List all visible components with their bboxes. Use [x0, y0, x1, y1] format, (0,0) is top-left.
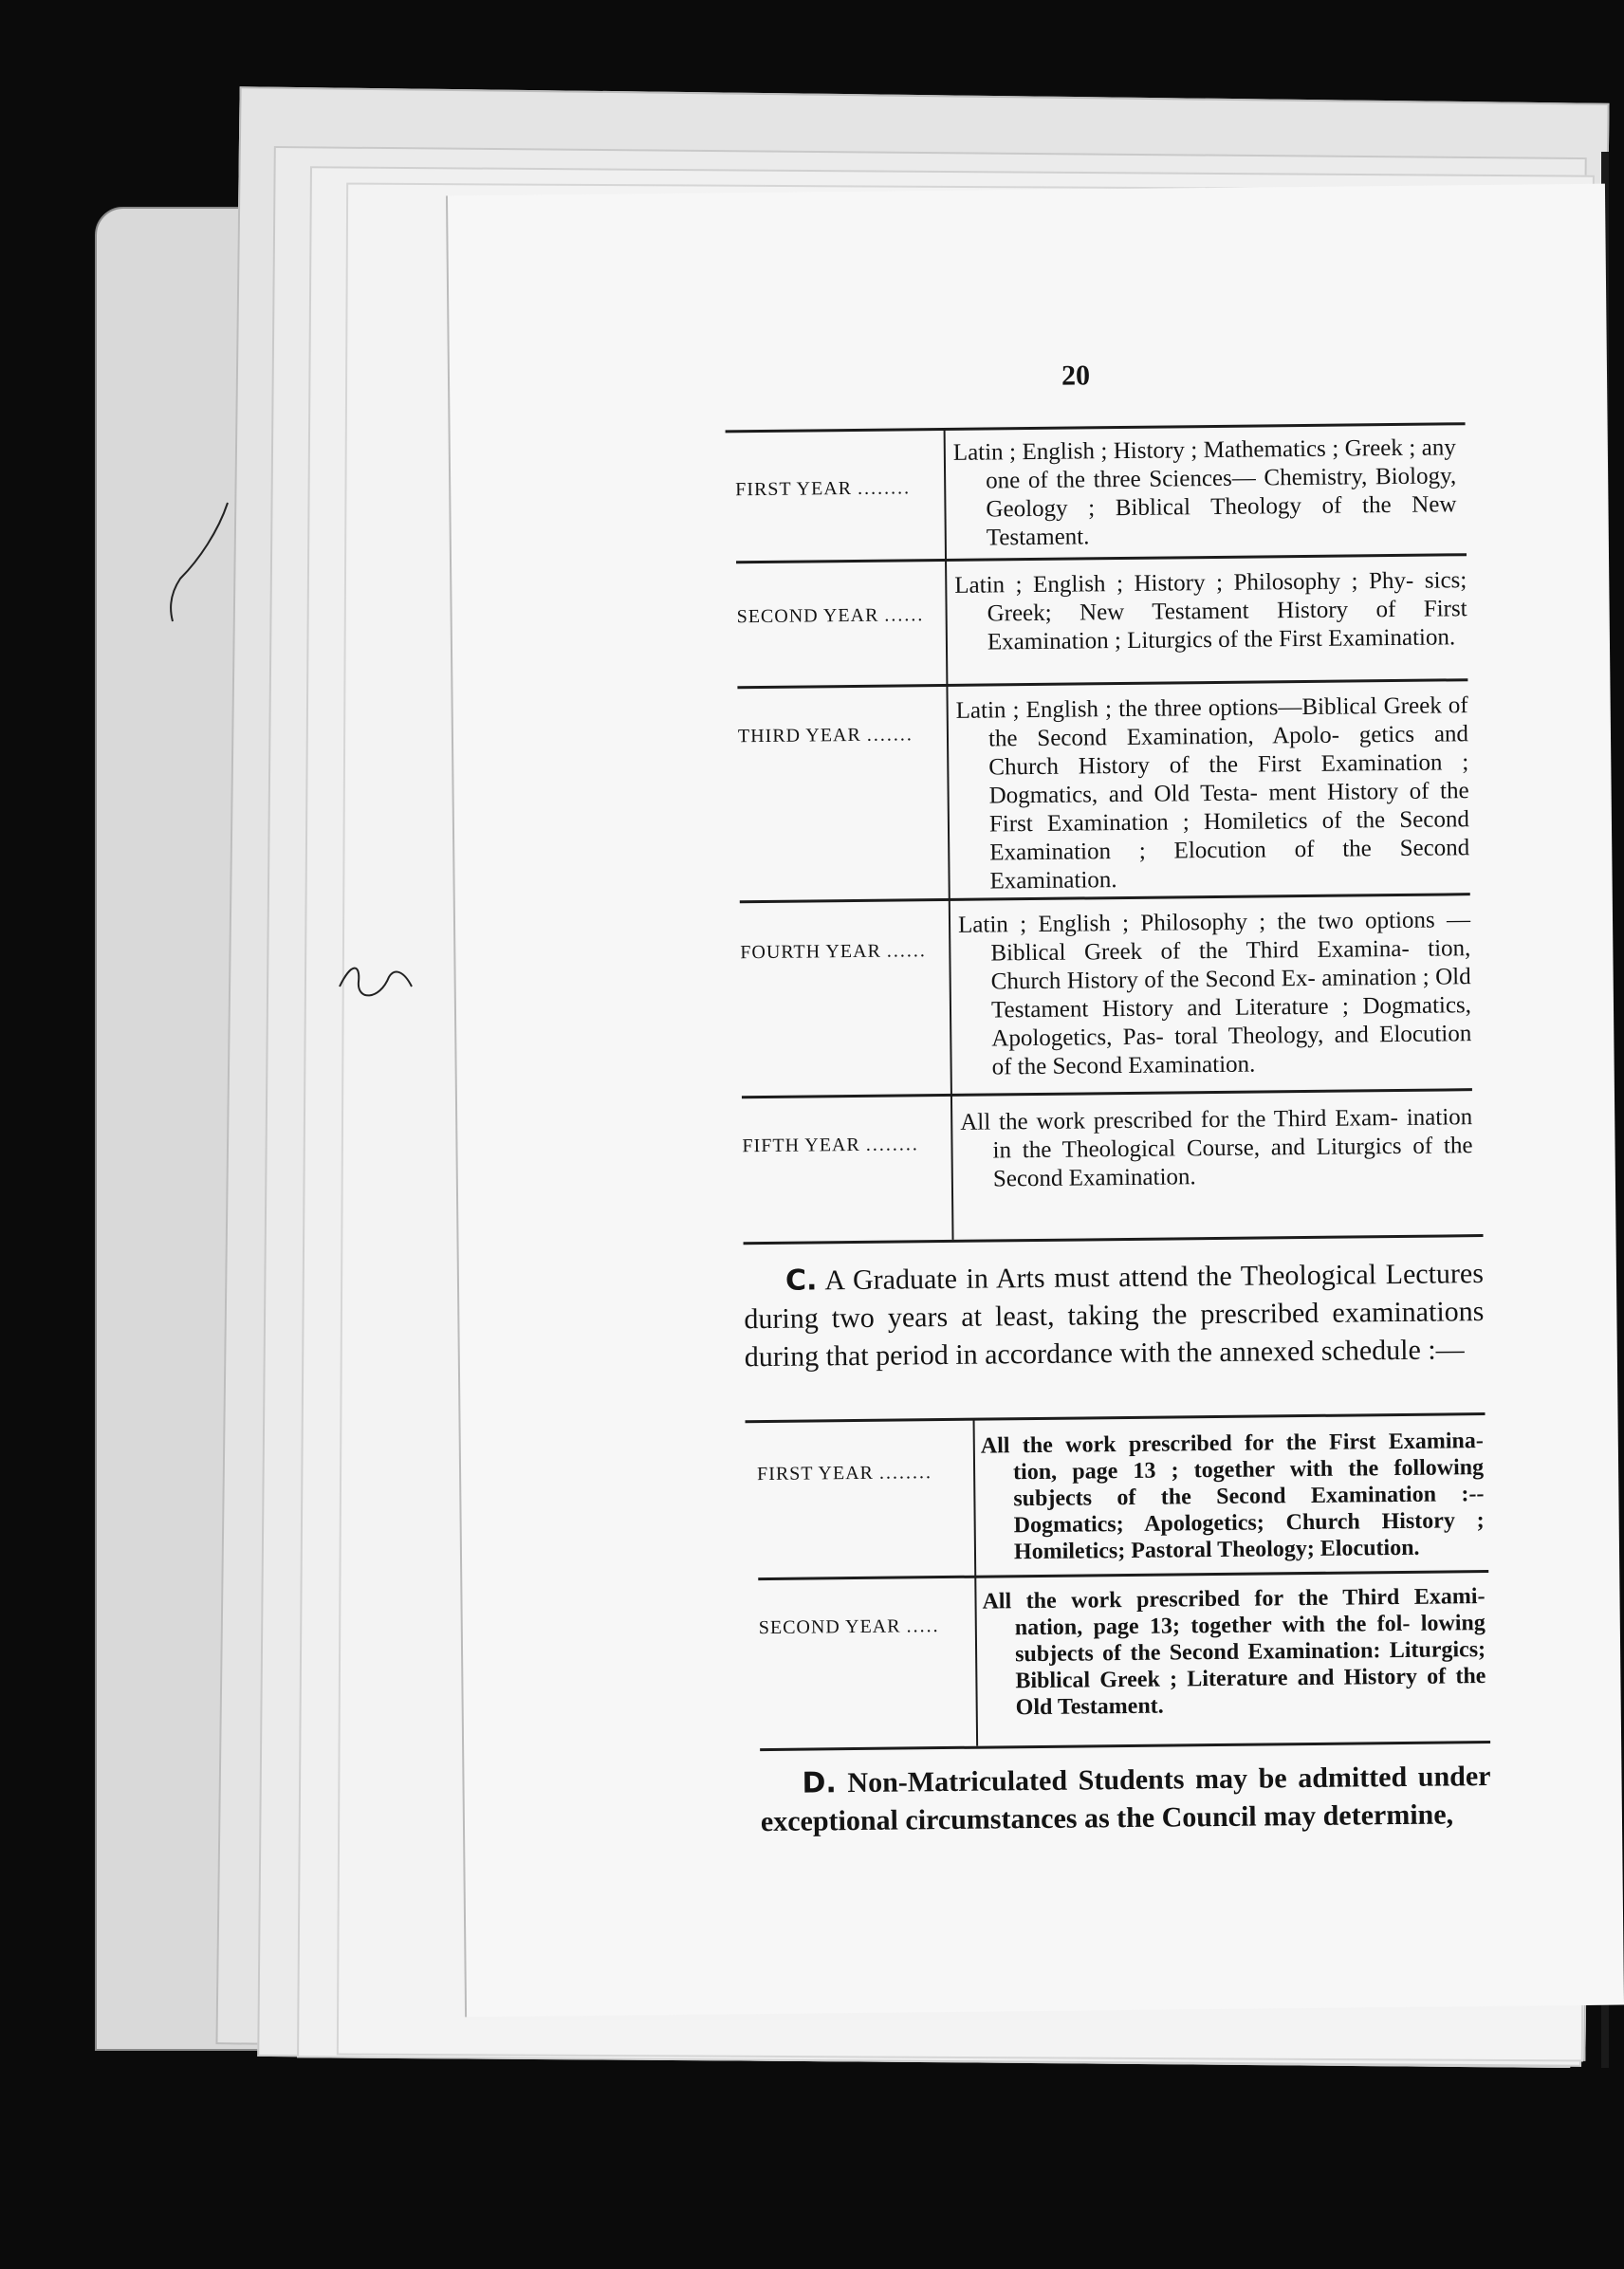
- section-c-paragraph: [744, 1255, 1485, 1376]
- row-label: SECOND YEAR .....: [758, 1615, 940, 1639]
- table-rule: [760, 1741, 1490, 1751]
- row-description: All the work prescribed for the Third Exami- nation, page 13; together with the fol- lowing subjects of the Second Examination: Liturgics; Biblical Greek ; Literature and History of the Old Testament.: [982, 1584, 1486, 1721]
- table-rule: [736, 553, 1467, 563]
- row-description: All the work prescribed for the First Examina- tion, page 13 ; together with the following subjects of the Second Examination :-- Dogmatics; Apologetics; Church History ; Homiletics; Pastoral Theology; Elocution.: [980, 1429, 1485, 1565]
- table-rule: [746, 1412, 1486, 1423]
- row-description: Latin ; English ; Philosophy ; the two options —Biblical Greek of the Third Examina- tion, Church History of the Second Ex- amination ; Old Testament History and Literature ; Dogmatics, Apologetics, Pas- toral Theology, and Elocution of the Second Examination.: [957, 907, 1472, 1080]
- row-label: FIRST YEAR ........: [735, 477, 912, 501]
- table-rule: [744, 1234, 1484, 1245]
- section-d-text: Non-Matriculated Students may be admitted under exceptional circumstances as the Council may determine,: [760, 1761, 1491, 1838]
- pencil-mark: [161, 493, 237, 626]
- section-c-text: A Graduate in Arts must attend the Theological Lectures during two years at least, taking the prescribed examinations during that period in accordance with the annexed schedule :—: [744, 1258, 1485, 1374]
- table-column-divider: [944, 430, 954, 1240]
- row-label: FIFTH YEAR ........: [742, 1134, 919, 1157]
- row-description: Latin ; English ; History ; Mathematics ; Greek ; any one of the three Sciences— Chemistry, Biology, Geology ; Biblical Theology of the New Testament.: [952, 434, 1457, 551]
- table-rule: [758, 1570, 1488, 1580]
- document-page: [446, 184, 1624, 2018]
- table-column-divider: [973, 1420, 979, 1746]
- row-label: THIRD YEAR .......: [737, 724, 914, 747]
- row-label: FIRST YEAR ........: [756, 1462, 933, 1485]
- row-description: Latin ; English ; the three options—Biblical Greek of the Second Examination, Apolo- getics and Church History of the First Examination ; Dogmatics, and Old Testa- ment History of the First Examination ; Homiletics of the Second Examination ; Elocution of the Second Examination.: [955, 692, 1470, 895]
- table-rule: [737, 678, 1467, 689]
- row-description: All the work prescribed for the Third Exam- ination in the Theological Course, and Liturgics of the Second Examination.: [960, 1104, 1473, 1192]
- table-rule: [726, 422, 1466, 433]
- row-label: SECOND YEAR ......: [736, 604, 925, 628]
- row-label: FOURTH YEAR ......: [740, 940, 927, 964]
- section-c-mark: C.: [784, 1264, 818, 1298]
- page-number: 20: [1061, 360, 1091, 392]
- pencil-scribble: [332, 958, 417, 1005]
- row-description: Latin ; English ; History ; Philosophy ; Phy- sics; Greek; New Testament History of First Examination ; Liturgics of the First Examination.: [954, 567, 1467, 655]
- section-d-mark: D.: [802, 1766, 838, 1800]
- section-d-paragraph: [760, 1758, 1491, 1841]
- table-rule: [742, 1088, 1472, 1098]
